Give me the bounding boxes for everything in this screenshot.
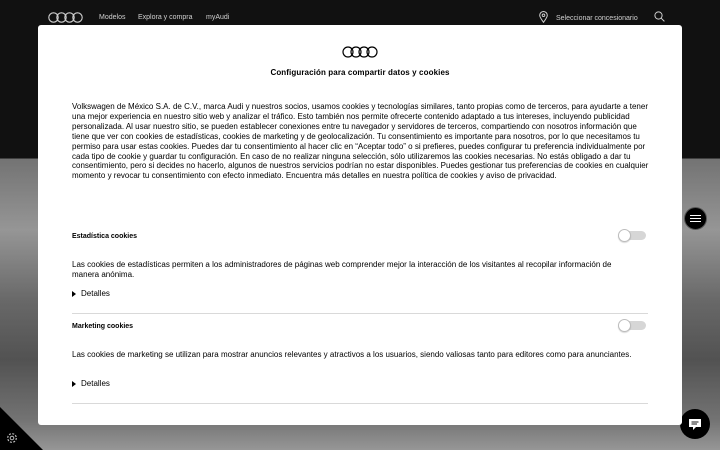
- statistics-cookies-toggle[interactable]: [619, 231, 646, 240]
- search-icon[interactable]: [654, 11, 665, 24]
- dealer-label: Seleccionar concesionario: [556, 14, 638, 22]
- nav-link-myaudi[interactable]: myAudi: [206, 14, 230, 21]
- chat-bubble-icon: [688, 418, 702, 431]
- marketing-cookies-toggle[interactable]: [619, 321, 646, 330]
- gear-icon: [5, 431, 19, 445]
- select-dealer-button[interactable]: [539, 11, 638, 25]
- chat-button[interactable]: [680, 409, 710, 439]
- nav-link-modelos[interactable]: Modelos: [99, 14, 126, 21]
- triangle-right-icon: [72, 291, 76, 297]
- consent-intro-text: Volkswagen de México S.A. de C.V., marca Audi y nuestros socios, usamos cookies y tecnologías similares, tanto propias como de terceros, para ayudarte a tener una mejor experiencia en nuestro sitio web y analizar el tráfico. Esto también nos permite ofrecerte contenido adaptado a tus intereses, incluyendo publicidad personalizada. Al usar nuestro sitio, se pueden establecer conexiones entre tu navegador y servidores de terceros, compartiendo con nosotros información que tiene que ver con cookies de estadísticas, cookies de marketing y de geolocalización. Tu consentimiento es importante para nosotros, por lo que necesitamos tu permiso para usar estas cookies. Puedes dar tu consentimiento al hacer clic en “Aceptar todo” o si prefieres, puedes configurar tu preferencia individualmente por cada tipo de cookie y guardar tu configuración. En caso de no realizar ninguna selección, sólo utilizaremos las cookies necesarias. No estás obligado a dar tu consentimiento, pero si decides no hacerlo, algunos de nuestros servicios podrían no estar disponibles. Puedes gestionar tus preferencias de cookies en cualquier momento y revocar tu consentimiento con efecto inmediato. Encuentra más detalles en nuestra política de cookies y aviso de privacidad.: [72, 102, 649, 181]
- statistics-details-expander[interactable]: [72, 289, 110, 298]
- location-pin-icon: [539, 11, 548, 25]
- audi-logo-icon[interactable]: [48, 12, 83, 25]
- triangle-right-icon: [72, 381, 76, 387]
- cookie-section-title: Marketing cookies: [72, 323, 134, 330]
- dialog-title: Configuración para compartir datos y cookies: [270, 68, 450, 77]
- section-divider: [72, 403, 648, 404]
- marketing-details-expander[interactable]: [72, 379, 110, 388]
- section-divider: [72, 313, 648, 314]
- cookie-section-description: Las cookies de marketing se utilizan para mostrar anuncios relevantes y atractivos a los usuarios, siendo valiosas tanto para editores como para anunciantes.: [72, 350, 632, 359]
- nav-link-explora-y-compra[interactable]: Explora y compra: [138, 14, 193, 21]
- cookie-consent-dialog: [38, 25, 682, 425]
- details-label: Detalles: [81, 379, 110, 388]
- audi-rings-icon: [342, 45, 378, 63]
- cookie-section-description: Las cookies de estadísticas permiten a los administradores de páginas web comprender mejor la interacción de los visitantes al recopilar información de manera anónima.: [72, 260, 612, 279]
- cookie-section-title: Estadística cookies: [72, 233, 137, 240]
- details-label: Detalles: [81, 289, 110, 298]
- hamburger-menu-icon[interactable]: [684, 207, 707, 230]
